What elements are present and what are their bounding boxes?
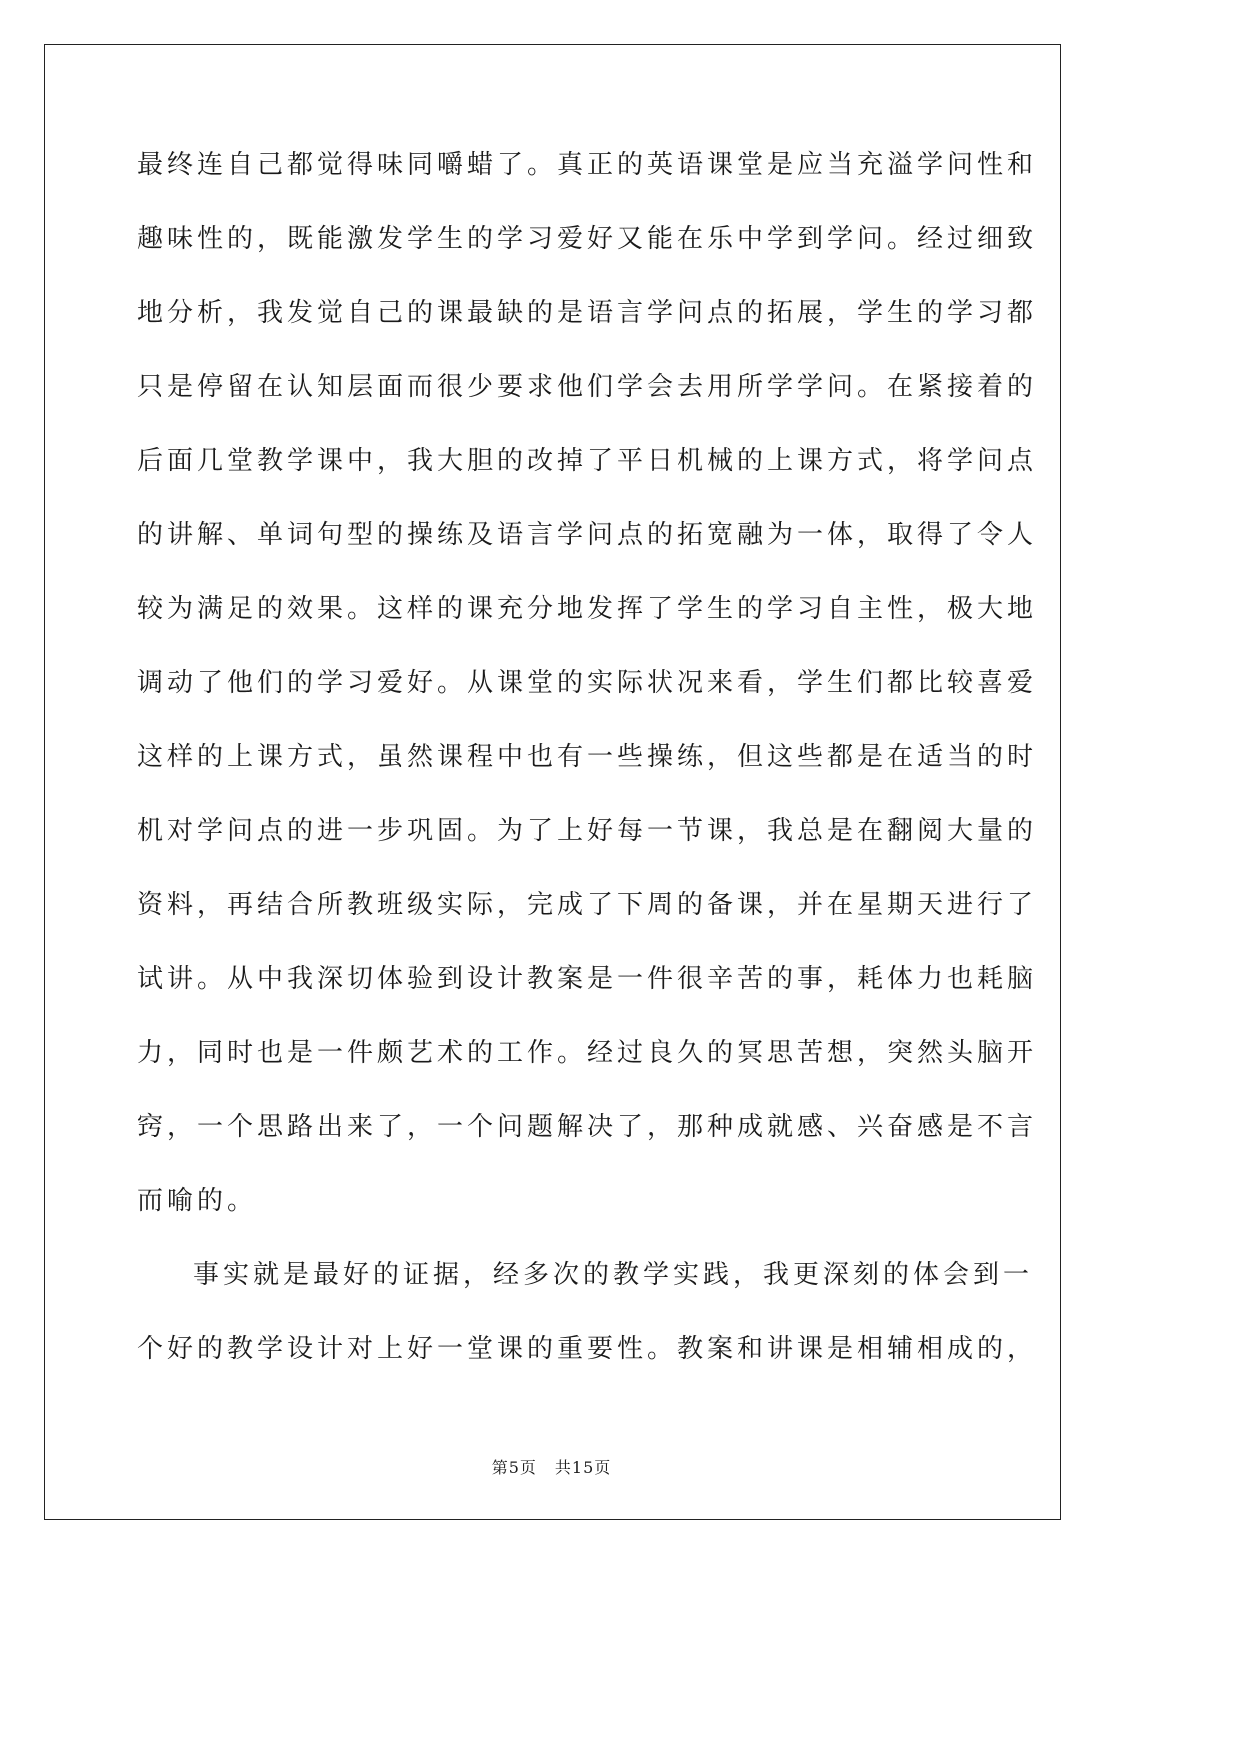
- text-line: 的讲解、单词句型的操练及语言学问点的拓宽融为一体，取得了令人: [137, 520, 1038, 550]
- text-line: 后面几堂教学课中，我大胆的改掉了平日机械的上课方式，将学问点: [137, 446, 1038, 476]
- paragraph-1: [137, 144, 1038, 1254]
- paragraph-2: [137, 1254, 1038, 1402]
- page-total: 共15页: [554, 1458, 612, 1477]
- text-line: 调动了他们的学习爱好。从课堂的实际状况来看，学生们都比较喜爱: [137, 668, 1038, 698]
- text-line: 资料，再结合所教班级实际，完成了下周的备课，并在星期天进行了: [137, 890, 1038, 920]
- text-line: 个好的教学设计对上好一堂课的重要性。教案和讲课是相辅相成的，: [137, 1334, 1038, 1364]
- text-line: 这样的上课方式，虽然课程中也有一些操练，但这些都是在适当的时: [137, 742, 1038, 772]
- document-body: [137, 144, 1038, 1402]
- text-line: 趣味性的，既能激发学生的学习爱好又能在乐中学到学问。经过细致: [137, 224, 1038, 254]
- text-line: 而喻的。: [137, 1186, 258, 1216]
- text-line: 试讲。从中我深切体验到设计教案是一件很辛苦的事，耗体力也耗脑: [137, 964, 1038, 994]
- text-line: 事实就是最好的证据，经多次的教学实践，我更深刻的体会到一: [193, 1260, 1034, 1290]
- text-line: 最终连自己都觉得味同嚼蜡了。真正的英语课堂是应当充溢学问性和: [137, 150, 1038, 180]
- page-footer: [0, 1455, 1103, 1478]
- text-line: 窍，一个思路出来了，一个问题解决了，那种成就感、兴奋感是不言: [137, 1112, 1038, 1142]
- text-line: 力，同时也是一件颇艺术的工作。经过良久的冥思苦想，突然头脑开: [137, 1038, 1038, 1068]
- text-line: 只是停留在认知层面而很少要求他们学会去用所学学问。在紧接着的: [137, 372, 1038, 402]
- page-number: 第5页: [491, 1458, 537, 1477]
- text-line: 较为满足的效果。这样的课充分地发挥了学生的学习自主性，极大地: [137, 594, 1038, 624]
- text-line: 地分析，我发觉自己的课最缺的是语言学问点的拓展，学生的学习都: [137, 298, 1038, 328]
- text-line: 机对学问点的进一步巩固。为了上好每一节课，我总是在翻阅大量的: [137, 816, 1038, 846]
